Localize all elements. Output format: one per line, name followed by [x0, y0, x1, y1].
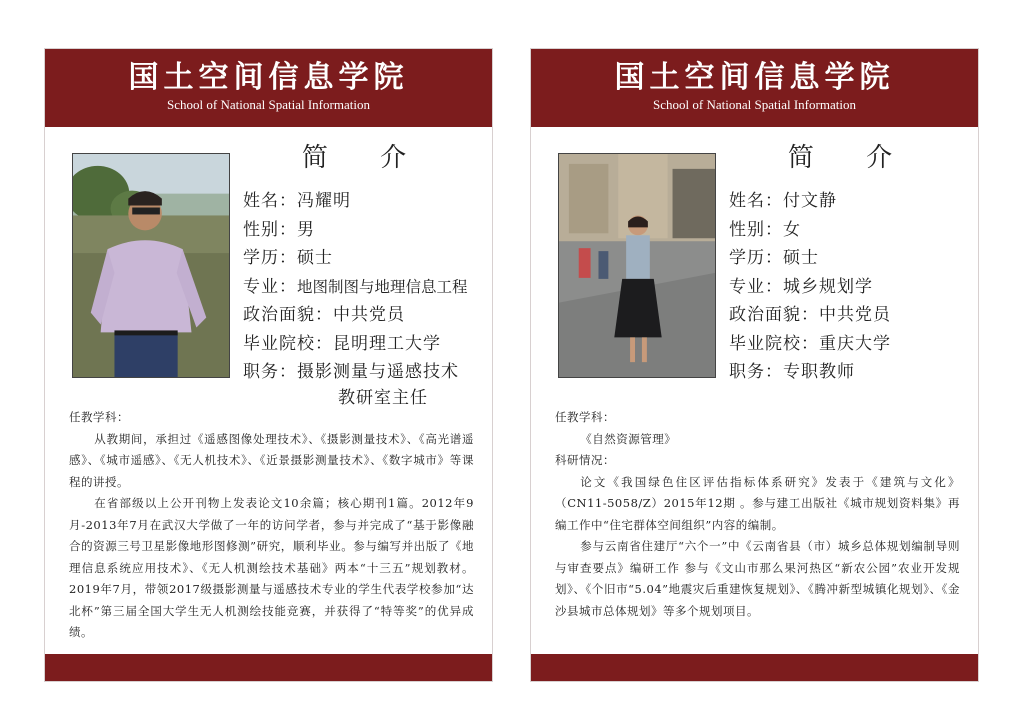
info-row-school	[729, 330, 979, 359]
info-row-political	[729, 301, 979, 330]
position-value: 摄影测量与遥感技术	[297, 362, 459, 382]
school-title: 国土空间信息学院	[128, 60, 409, 95]
info-row-gender	[243, 216, 493, 245]
info-row-political	[243, 301, 493, 330]
political-label: 政治面貌：	[243, 305, 333, 325]
political-value: 中共党员	[819, 305, 891, 325]
degree-value: 硕士	[783, 248, 819, 268]
info-list	[243, 187, 493, 409]
major-value: 地图制图与地理信息工程	[297, 277, 468, 296]
research-paragraph-1: 论文《我国绿色住区评估指标体系研究》发表于《建筑与文化》（CN11-5058/Z）2015年12期 。参与建工出版社《城市规划资料集》再编工作中“住宅群体空间组织”内容的编制。	[555, 474, 960, 532]
school-subtitle: School of National Spatial Information	[653, 97, 856, 112]
info-row-major	[243, 273, 493, 302]
info-row-position	[729, 358, 979, 387]
political-label: 政治面貌：	[729, 305, 819, 325]
name-label: 姓名：	[243, 191, 297, 211]
info-row-degree	[729, 244, 979, 273]
name-value: 付文静	[783, 191, 837, 211]
school-subtitle: School of National Spatial Information	[167, 97, 370, 112]
info-list	[729, 187, 979, 387]
major-label: 专业：	[729, 276, 783, 297]
degree-value: 硕士	[297, 248, 333, 268]
info-row-name	[729, 187, 979, 216]
school-value: 重庆大学	[819, 333, 891, 354]
name-value: 冯耀明	[297, 191, 351, 211]
info-row-major	[729, 273, 979, 302]
info-row-school	[243, 330, 493, 359]
name-label: 姓名：	[729, 191, 783, 211]
school-label: 毕业院校：	[729, 333, 819, 354]
card-header	[45, 49, 492, 127]
card-header	[531, 49, 978, 127]
teaching-label: 任教学科：	[69, 410, 129, 424]
info-row-name	[243, 187, 493, 216]
position-label: 职务：	[243, 362, 297, 382]
degree-label: 学历：	[243, 248, 297, 268]
info-row-gender	[729, 216, 979, 245]
portrait-photo	[72, 153, 230, 378]
gender-label: 性别：	[243, 219, 297, 240]
intro-heading: 简 介	[301, 143, 429, 173]
gender-label: 性别：	[729, 219, 783, 240]
card-footer	[531, 654, 978, 681]
teaching-label: 任教学科：	[555, 410, 615, 424]
gender-value: 男	[297, 219, 315, 240]
gender-value: 女	[783, 219, 801, 240]
position-label: 职务：	[729, 362, 783, 382]
bio-paragraph-2: 在省部级以上公开刊物上发表论文10余篇；核心期刊1篇。2012年9月-2013年7月在武汉大学做了一年的访问学者，参与并完成了“基于影像融合的资源三号卫星影像地形图修测”研究，顺利毕业。参与编写并出版了《地理信息系统应用技术》、《无人机测绘技术基础》两本“十三五”规划教材。2019年7月，带领2017级摄影测量与遥感技术专业的学生代表学校参加“达北杯”第三届全国大学生无人机测绘技能竞赛，并获得了“特等奖”的优异成绩。	[69, 496, 474, 639]
position-value-line2: 教研室主任	[338, 387, 428, 408]
position-value: 专职教师	[783, 362, 855, 382]
school-title: 国土空间信息学院	[614, 60, 895, 95]
info-row-degree	[243, 244, 493, 273]
card-footer	[45, 654, 492, 681]
research-label: 科研情况：	[555, 453, 615, 467]
political-value: 中共党员	[333, 305, 405, 325]
intro-heading: 简 介	[787, 143, 915, 173]
profile-card-1	[44, 48, 493, 682]
bio-paragraph-1: 从教期间，承担过《遥感图像处理技术》、《摄影测量技术》、《高光谱遥感》、《城市遥感》、《无人机技术》、《近景摄影测量技术》、《数字城市》等课程的讲授。	[69, 431, 474, 489]
school-value: 昆明理工大学	[333, 333, 441, 354]
bio-text	[555, 407, 960, 622]
portrait-photo	[558, 153, 716, 378]
course-item: 《自然资源管理》	[580, 431, 677, 446]
info-row-position	[243, 358, 493, 409]
major-value: 城乡规划学	[783, 276, 873, 297]
major-label: 专业：	[243, 276, 297, 297]
school-label: 毕业院校：	[243, 333, 333, 354]
profile-card-2	[530, 48, 979, 682]
bio-text	[69, 407, 474, 644]
research-paragraph-2: 参与云南省住建厅“六个一”中《云南省县（市）城乡总体规划编制导则与审查要点》编研工作 参与《文山市那么果河热区“新农公园”农业开发规划》、《个旧市“5.04”地震灾后重建恢复规划》、《腾冲新型城镇化规划》、《金沙县城市总体规划》等多个规划项目。	[555, 539, 960, 618]
degree-label: 学历：	[729, 248, 783, 268]
